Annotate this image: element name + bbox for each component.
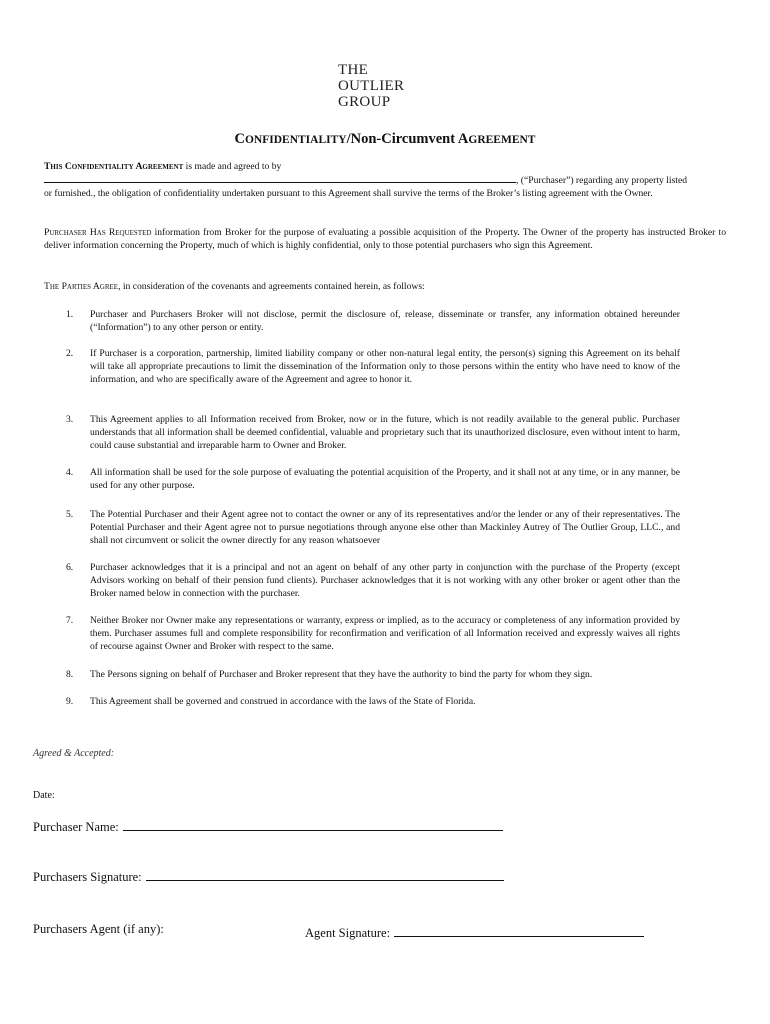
clause-8: [66, 668, 680, 681]
parties-agree-lead: The Parties Agree: [44, 281, 119, 292]
purchaser-name-label: Purchaser Name:: [33, 820, 119, 834]
purchasers-signature-label: Purchasers Signature:: [33, 870, 142, 884]
clause-text: All information shall be used for the sole purpose of evaluating the potential acquisition of the Property, and it shall not at any time, or in any manner, be used for any other purpose.: [90, 467, 680, 491]
clause-6: [66, 561, 680, 600]
clause-number: 9.: [66, 696, 74, 707]
clause-9: [66, 695, 680, 708]
title-part-2: /Non-Circumvent: [346, 131, 458, 147]
intro-paragraph: [44, 160, 726, 200]
purchaser-requested-paragraph: [44, 226, 726, 252]
company-logo: [338, 62, 404, 110]
clause-number: 8.: [66, 669, 74, 680]
clause-7: [66, 614, 680, 653]
document-title: [0, 131, 770, 148]
title-part-1: ONFIDENTIALITY: [244, 134, 347, 146]
purchasers-agent-label: Purchasers Agent (if any):: [33, 922, 164, 936]
clause-text: Purchaser acknowledges that it is a principal and not an agent on behalf of any other party in conjunction with the purchase of the Property (except Advisors working on behalf of their pension fund clients). Purchaser acknowledges that it is not working with any other broker or agent other than the Broker named below in connection with the purchaser.: [90, 562, 680, 599]
purchasers-signature-field: [33, 869, 504, 885]
clause-number: 2.: [66, 348, 74, 359]
clause-text: Purchaser and Purchasers Broker will not disclose, permit the disclosure of, release, disseminate or transfer, any information obtained hereunder (“Information”) to any other person or entity.: [90, 309, 680, 333]
clause-number: 3.: [66, 414, 74, 425]
logo-line-1: THE: [338, 62, 369, 78]
clause-number: 7.: [66, 615, 74, 626]
clause-number: 1.: [66, 309, 74, 320]
purchaser-name-field: [33, 819, 503, 835]
clause-2: [66, 347, 680, 386]
title-cap-1: C: [234, 131, 245, 147]
intro-text-2: , (“Purchaser”) regarding any property listed: [516, 175, 688, 186]
agent-signature-field: [305, 925, 644, 941]
logo-line-2: OUTLIER: [338, 78, 405, 94]
parties-agree-text: , in consideration of the covenants and agreements contained herein, as follows:: [118, 281, 425, 292]
title-part-3: GREEMENT: [468, 134, 536, 146]
intro-lead: This Confidentiality Agreement: [44, 161, 184, 172]
clause-text: If Purchaser is a corporation, partnership, limited liability company or other non-natural legal entity, the person(s) signing this Agreement on its behalf will take all appropriate precautions to limit the dissemination of the Information only to those persons within the entity who have need to know of the information, and who are specifically aware of the Agreement and agree to honor it.: [90, 348, 680, 385]
clause-text: The Persons signing on behalf of Purchaser and Broker represent that they have the authority to bind the party for whom they sign.: [90, 669, 593, 680]
requested-text: information from Broker for the purpose of evaluating a possible acquisition of the Property. The Owner of the property has instructed Broker to deliver information concerning the Property, much of which is highly confidential, only to those potential purchasers who sign this Agreement.: [44, 227, 726, 251]
clause-4: [66, 466, 680, 492]
clause-5: [66, 508, 680, 547]
purchaser-name-line[interactable]: [123, 819, 503, 831]
date-label: Date:: [33, 790, 55, 801]
clause-text: Neither Broker nor Owner make any representations or warranty, express or implied, as to the accuracy or completeness of any information provided by them. Purchaser assumes full and complete responsibility for reconfirmation and verification of all Information received and expressly waives all rights of recourse against Owner and Broker with respect to the same.: [90, 615, 680, 652]
clause-text: The Potential Purchaser and their Agent agree not to contact the owner or any of its representatives and/or the lender or any of their representatives. The Potential Purchaser and their Agent agree not to pursue negotiations through anyone else other than Mackinley Autrey of The Outlier Group, LLC., and shall not circumvent or solicit the owner directly for any reason whatsoever: [90, 509, 680, 546]
agreed-accepted-label: Agreed & Accepted:: [33, 748, 115, 759]
purchasers-signature-line[interactable]: [146, 869, 504, 881]
intro-text-1: is made and agreed to by: [183, 161, 282, 172]
clause-1: [66, 308, 680, 334]
clause-3: [66, 413, 680, 452]
logo-line-3: GROUP: [338, 94, 391, 110]
clause-number: 4.: [66, 467, 74, 478]
clause-text: This Agreement shall be governed and construed in accordance with the laws of the State of Florida.: [90, 696, 476, 707]
agent-signature-line[interactable]: [394, 925, 644, 937]
intro-text-3: or furnished., the obligation of confidentiality undertaken pursuant to this Agreement shall survive the terms of the Broker’s listing agreement with the Owner.: [44, 188, 653, 199]
agent-signature-label: Agent Signature:: [305, 926, 391, 940]
title-cap-3: A: [457, 131, 469, 147]
requested-lead: Purchaser Has Requested: [44, 227, 152, 238]
clause-text: This Agreement applies to all Information received from Broker, now or in the future, which is not readily available to the general public. Purchaser understands that all information shall be deemed confidential, valuable and proprietary such that its unauthorized disclosure, even without intent to harm, could cause substantial and irreparable harm to Owner and Broker.: [90, 414, 680, 451]
clause-number: 6.: [66, 562, 74, 573]
purchaser-blank-line[interactable]: [44, 173, 516, 183]
parties-agree-paragraph: [44, 280, 726, 293]
clause-number: 5.: [66, 509, 74, 520]
